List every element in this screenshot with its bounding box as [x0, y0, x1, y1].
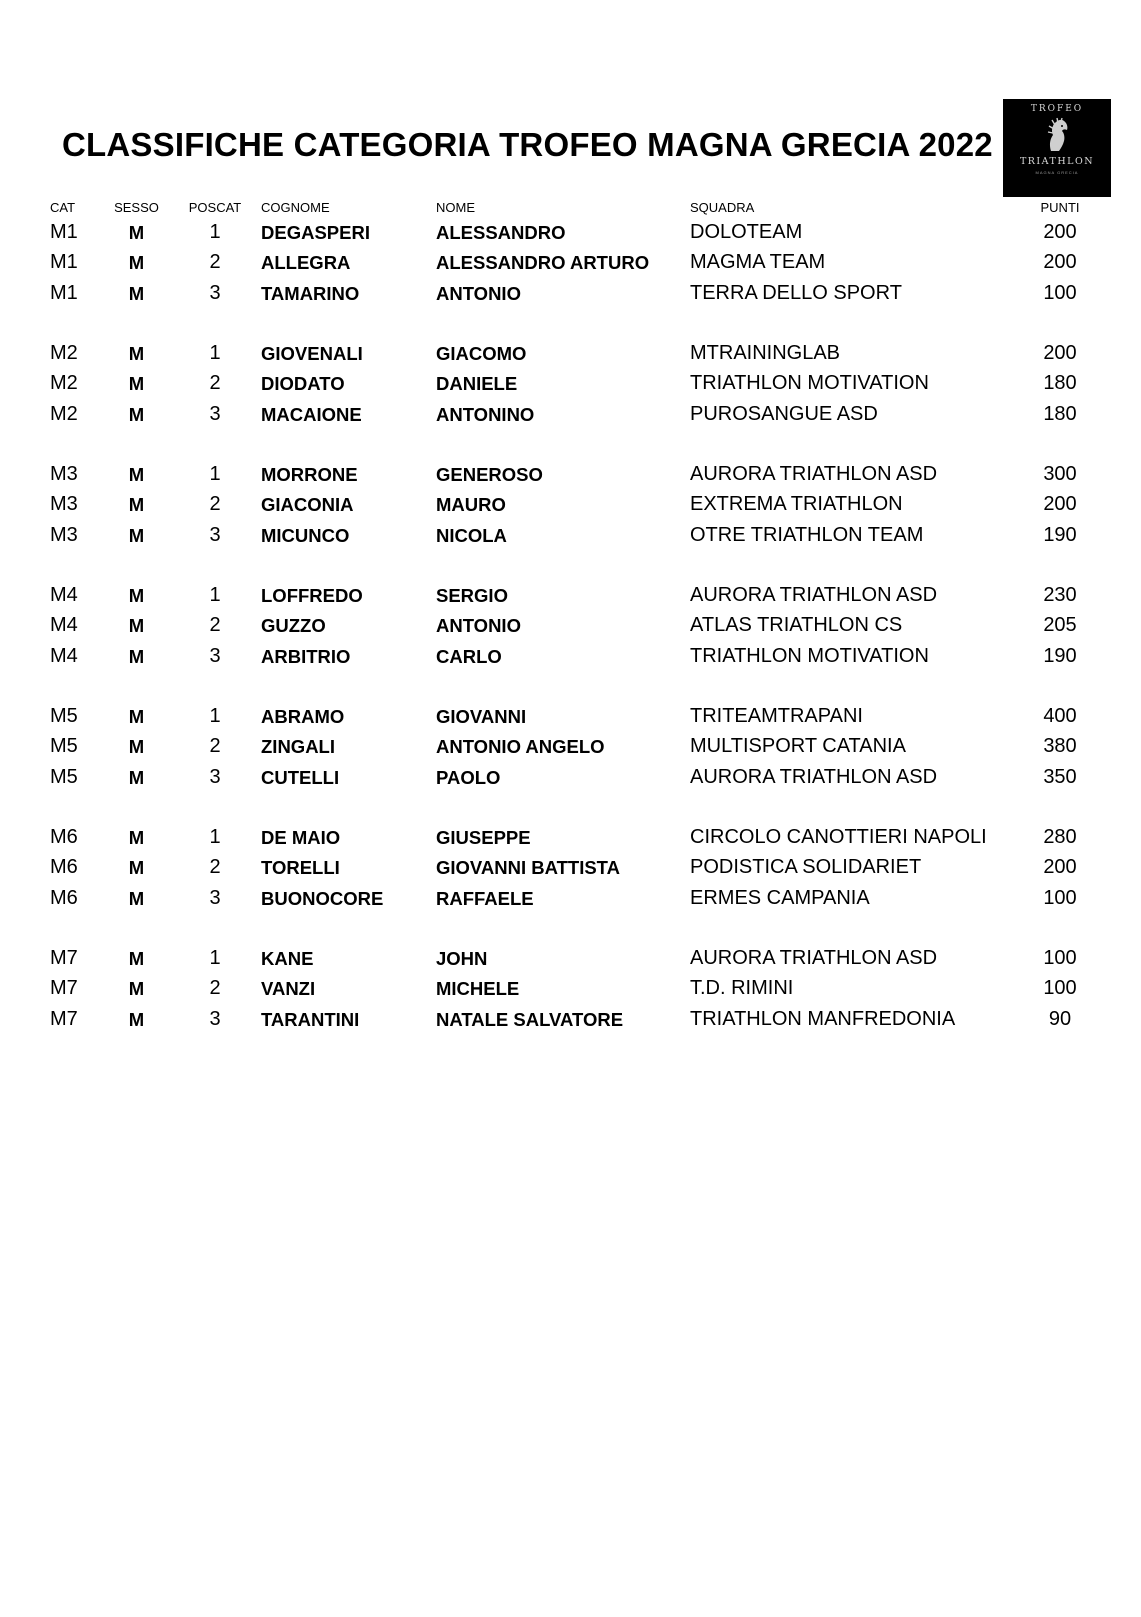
cell-squadra: OTRE TRIATHLON TEAM — [690, 523, 924, 546]
cell-nome: ANTONIO — [436, 615, 521, 637]
cell-cat: M2 — [50, 372, 78, 395]
table-row — [0, 521, 1141, 551]
cell-squadra: AURORA TRIATHLON ASD — [690, 584, 938, 606]
cell-cat: M4 — [50, 644, 78, 667]
cell-nome: SERGIO — [436, 585, 508, 606]
cell-poscat: 1 — [209, 584, 221, 606]
cell-poscat: 3 — [209, 523, 221, 546]
cell-nome: GENEROSO — [436, 464, 543, 485]
cell-squadra: MAGMA TEAM — [690, 251, 826, 274]
cell-poscat: 2 — [209, 251, 221, 274]
table-row — [0, 853, 1141, 883]
cell-cognome: DEGASPERI — [261, 222, 370, 243]
cell-nome: ALESSANDRO ARTURO — [436, 252, 650, 274]
cell-cat: M6 — [50, 886, 78, 909]
cell-cognome: ARBITRIO — [261, 645, 351, 667]
table-row — [0, 339, 1141, 369]
cell-punti: 280 — [1043, 826, 1077, 848]
cell-cat: M7 — [50, 1007, 78, 1030]
trofeo-logo — [1003, 99, 1111, 197]
cell-cognome: LOFFREDO — [261, 585, 363, 606]
header-cat: CAT — [50, 200, 76, 215]
cell-cognome: TORELLI — [261, 857, 340, 879]
page-title: CLASSIFICHE CATEGORIA TROFEO MAGNA GRECIA 2022 — [62, 126, 993, 163]
cell-squadra: ATLAS TRIATHLON CS — [690, 614, 903, 637]
table-row — [0, 944, 1141, 974]
table-row — [0, 732, 1141, 762]
cell-cognome: ABRAMO — [261, 706, 345, 727]
cell-sesso: M — [128, 645, 145, 667]
cell-poscat: 3 — [209, 281, 221, 304]
cell-punti: 350 — [1043, 765, 1077, 788]
cell-nome: NATALE SALVATORE — [436, 1008, 624, 1030]
cell-poscat: 1 — [209, 705, 221, 727]
category-group — [0, 581, 1141, 672]
cell-sesso: M — [128, 252, 145, 274]
cell-poscat: 1 — [209, 221, 221, 243]
cell-poscat: 3 — [209, 765, 221, 788]
cell-cognome: VANZI — [261, 978, 316, 1000]
cell-poscat: 3 — [209, 1007, 221, 1030]
cell-squadra: EXTREMA TRIATHLON — [690, 493, 903, 516]
cell-punti: 200 — [1043, 493, 1077, 516]
cell-cat: M7 — [50, 947, 78, 969]
cell-sesso: M — [128, 585, 145, 606]
cell-sesso: M — [128, 948, 145, 969]
cell-squadra: MTRAININGLAB — [690, 342, 841, 364]
category-group — [0, 339, 1141, 430]
cell-cat: M5 — [50, 735, 78, 758]
cell-cognome: DE MAIO — [261, 827, 341, 848]
cell-cat: M4 — [50, 584, 78, 606]
cell-squadra: TRIATHLON MOTIVATION — [690, 372, 929, 395]
cell-squadra: TRIATHLON MOTIVATION — [690, 644, 929, 667]
table-row — [0, 884, 1141, 914]
cell-sesso: M — [128, 524, 145, 546]
header-cognome: COGNOME — [261, 200, 330, 215]
cell-cognome: GUZZO — [261, 615, 326, 637]
cell-cat: M1 — [50, 221, 78, 243]
cell-punti: 400 — [1043, 705, 1077, 727]
cell-poscat: 1 — [209, 342, 221, 364]
cell-poscat: 3 — [209, 886, 221, 909]
table-row — [0, 974, 1141, 1004]
cell-cognome: MACAIONE — [261, 403, 362, 425]
cell-cat: M2 — [50, 342, 78, 364]
cell-poscat: 3 — [209, 402, 221, 425]
cell-squadra: TRIATHLON MANFREDONIA — [690, 1007, 956, 1030]
table-row — [0, 823, 1141, 853]
cell-cognome: MORRONE — [261, 464, 358, 485]
table-row — [0, 611, 1141, 641]
cell-cat: M5 — [50, 765, 78, 788]
table-row — [0, 279, 1141, 309]
cell-cognome: ALLEGRA — [261, 252, 351, 274]
cell-squadra: AURORA TRIATHLON ASD — [690, 947, 938, 969]
cell-poscat: 2 — [209, 735, 221, 758]
cell-cat: M1 — [50, 251, 78, 274]
cell-nome: GIACOMO — [436, 343, 527, 364]
cell-poscat: 1 — [209, 947, 221, 969]
cell-cognome: CUTELLI — [261, 766, 340, 788]
cell-sesso: M — [128, 222, 145, 243]
cell-squadra: DOLOTEAM — [690, 221, 803, 243]
cell-cat: M3 — [50, 493, 78, 516]
cell-cat: M3 — [50, 463, 78, 485]
cell-nome: ANTONIO ANGELO — [436, 736, 605, 758]
cell-punti: 190 — [1043, 644, 1077, 667]
cell-poscat: 1 — [209, 463, 221, 485]
header-poscat: POSCAT — [188, 200, 242, 215]
cell-punti: 190 — [1043, 523, 1077, 546]
category-group — [0, 460, 1141, 551]
cell-punti: 380 — [1043, 735, 1077, 758]
table-row — [0, 581, 1141, 611]
cell-cognome: GIACONIA — [261, 494, 354, 516]
table-row — [0, 702, 1141, 732]
cell-squadra: TRITEAMTRAPANI — [690, 705, 863, 727]
cell-nome: MAURO — [436, 494, 506, 516]
cell-punti: 100 — [1043, 886, 1077, 909]
cell-nome: CARLO — [436, 645, 502, 667]
table-row — [0, 218, 1141, 248]
cell-cat: M7 — [50, 977, 78, 1000]
cell-sesso: M — [128, 464, 145, 485]
cell-punti: 100 — [1043, 281, 1077, 304]
category-group — [0, 702, 1141, 793]
cell-squadra: AURORA TRIATHLON ASD — [690, 463, 938, 485]
cell-cat: M4 — [50, 614, 78, 637]
cell-sesso: M — [128, 403, 145, 425]
horse-head-icon — [1043, 117, 1071, 153]
logo-line-2: TRIATHLON — [1019, 156, 1095, 167]
cell-cognome: TAMARINO — [261, 282, 360, 304]
cell-punti: 200 — [1043, 251, 1077, 274]
cell-punti: 300 — [1043, 463, 1077, 485]
table-row — [0, 248, 1141, 278]
table-row — [0, 1005, 1141, 1035]
table-row — [0, 400, 1141, 430]
cell-sesso: M — [128, 978, 145, 1000]
cell-cognome: GIOVENALI — [261, 343, 363, 364]
cell-nome: ANTONIO — [436, 282, 521, 304]
cell-poscat: 3 — [209, 644, 221, 667]
cell-punti: 180 — [1043, 372, 1077, 395]
header-squadra: SQUADRA — [690, 200, 755, 215]
cell-sesso: M — [128, 887, 145, 909]
cell-cat: M6 — [50, 856, 78, 879]
cell-cat: M2 — [50, 402, 78, 425]
cell-cognome: DIODATO — [261, 373, 345, 395]
cell-poscat: 2 — [209, 372, 221, 395]
cell-punti: 100 — [1043, 947, 1077, 969]
cell-poscat: 2 — [209, 856, 221, 879]
cell-nome: ALESSANDRO — [436, 222, 566, 243]
table-row — [0, 490, 1141, 520]
cell-sesso: M — [128, 1008, 145, 1030]
cell-cat: M5 — [50, 705, 78, 727]
cell-punti: 90 — [1048, 1007, 1072, 1030]
cell-cognome: MICUNCO — [261, 524, 350, 546]
cell-punti: 200 — [1043, 856, 1077, 879]
cell-sesso: M — [128, 494, 145, 516]
cell-cognome: ZINGALI — [261, 736, 335, 758]
cell-squadra: AURORA TRIATHLON ASD — [690, 765, 938, 788]
cell-nome: GIOVANNI BATTISTA — [436, 857, 620, 879]
category-group — [0, 218, 1141, 309]
cell-cognome: TARANTINI — [261, 1008, 360, 1030]
cell-cat: M1 — [50, 281, 78, 304]
table-row — [0, 642, 1141, 672]
table-row — [0, 460, 1141, 490]
cell-squadra: MULTISPORT CATANIA — [690, 735, 906, 758]
cell-poscat: 1 — [209, 826, 221, 848]
cell-nome: MICHELE — [436, 978, 520, 1000]
cell-sesso: M — [128, 343, 145, 364]
header-sesso: SESSO — [114, 200, 159, 215]
cell-squadra: CIRCOLO CANOTTIERI NAPOLI — [690, 826, 987, 848]
header-punti: PUNTI — [1040, 200, 1080, 215]
cell-squadra: ERMES CAMPANIA — [690, 886, 870, 909]
cell-cognome: KANE — [261, 948, 314, 969]
cell-nome: NICOLA — [436, 524, 507, 546]
cell-nome: ANTONINO — [436, 403, 535, 425]
cell-sesso: M — [128, 857, 145, 879]
cell-cat: M3 — [50, 523, 78, 546]
cell-punti: 205 — [1043, 614, 1077, 637]
category-group — [0, 823, 1141, 914]
cell-nome: GIOVANNI — [436, 706, 527, 727]
table-row — [0, 763, 1141, 793]
cell-nome: RAFFAELE — [436, 887, 534, 909]
cell-squadra: PODISTICA SOLIDARIET — [690, 856, 922, 879]
header-nome: NOME — [436, 200, 475, 215]
cell-nome: DANIELE — [436, 373, 518, 395]
cell-sesso: M — [128, 736, 145, 758]
cell-cat: M6 — [50, 826, 78, 848]
table-header — [0, 200, 1141, 218]
category-group — [0, 944, 1141, 1035]
table-row — [0, 369, 1141, 399]
cell-poscat: 2 — [209, 493, 221, 516]
cell-punti: 230 — [1043, 584, 1077, 606]
cell-poscat: 2 — [209, 614, 221, 637]
cell-sesso: M — [128, 373, 145, 395]
logo-line-3: MAGNA GRECIA — [1035, 170, 1079, 175]
cell-squadra: T.D. RIMINI — [690, 977, 794, 1000]
cell-punti: 200 — [1043, 342, 1077, 364]
cell-punti: 200 — [1043, 221, 1077, 243]
cell-sesso: M — [128, 615, 145, 637]
cell-punti: 180 — [1043, 402, 1077, 425]
cell-nome: GIUSEPPE — [436, 827, 531, 848]
cell-sesso: M — [128, 766, 145, 788]
cell-sesso: M — [128, 706, 145, 727]
cell-sesso: M — [128, 282, 145, 304]
logo-line-1: TROFEO — [1030, 104, 1084, 114]
cell-squadra: PUROSANGUE ASD — [690, 402, 878, 425]
cell-sesso: M — [128, 827, 145, 848]
cell-nome: PAOLO — [436, 766, 501, 788]
cell-squadra: TERRA DELLO SPORT — [690, 281, 902, 304]
cell-nome: JOHN — [436, 948, 488, 969]
cell-punti: 100 — [1043, 977, 1077, 1000]
cell-poscat: 2 — [209, 977, 221, 1000]
cell-cognome: BUONOCORE — [261, 887, 384, 909]
